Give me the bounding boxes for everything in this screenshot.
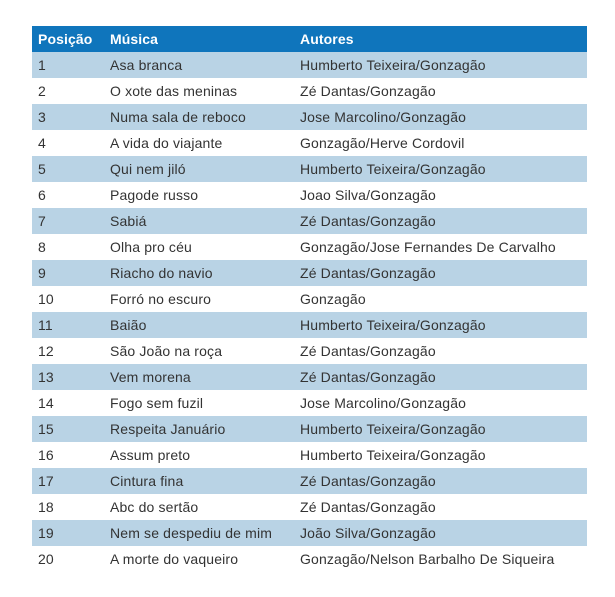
cell-authors: Gonzagão/Nelson Barbalho De Siqueira bbox=[300, 551, 555, 567]
cell-position: 4 bbox=[38, 135, 46, 151]
cell-song: Respeita Januário bbox=[110, 421, 226, 437]
cell-position: 13 bbox=[38, 369, 54, 385]
cell-song: Fogo sem fuzil bbox=[110, 395, 204, 411]
cell-authors: Gonzagão/Jose Fernandes De Carvalho bbox=[300, 239, 556, 255]
cell-position: 6 bbox=[38, 187, 46, 203]
cell-position: 16 bbox=[38, 447, 54, 463]
table-row bbox=[32, 52, 587, 78]
ranking-table bbox=[32, 26, 587, 572]
cell-authors: Zé Dantas/Gonzagão bbox=[300, 369, 436, 385]
cell-authors: Zé Dantas/Gonzagão bbox=[300, 343, 436, 359]
cell-song: Nem se despediu de mim bbox=[110, 525, 273, 541]
cell-song: Numa sala de reboco bbox=[110, 109, 246, 125]
cell-song: Sabiá bbox=[110, 213, 147, 229]
table-row bbox=[32, 234, 587, 260]
cell-authors: Zé Dantas/Gonzagão bbox=[300, 473, 436, 489]
ranking-table-container bbox=[32, 26, 587, 572]
cell-position: 7 bbox=[38, 213, 46, 229]
header-row bbox=[32, 26, 587, 52]
cell-position: 15 bbox=[38, 421, 54, 437]
table-header bbox=[32, 26, 587, 52]
table-row bbox=[32, 520, 587, 546]
cell-authors: Humberto Teixeira/Gonzagão bbox=[300, 161, 486, 177]
cell-song: Forró no escuro bbox=[110, 291, 212, 307]
cell-position: 9 bbox=[38, 265, 46, 281]
cell-authors: João Silva/Gonzagão bbox=[300, 525, 436, 541]
column-header-song: Música bbox=[110, 31, 159, 47]
cell-position: 12 bbox=[38, 343, 54, 359]
cell-authors: Humberto Teixeira/Gonzagão bbox=[300, 447, 486, 463]
column-header-position: Posição bbox=[38, 31, 93, 47]
table-row bbox=[32, 286, 587, 312]
cell-position: 19 bbox=[38, 525, 54, 541]
cell-song: Vem morena bbox=[110, 369, 191, 385]
table-row bbox=[32, 338, 587, 364]
cell-song: Riacho do navio bbox=[110, 265, 213, 281]
cell-authors: Humberto Teixeira/Gonzagão bbox=[300, 421, 486, 437]
cell-song: Pagode russo bbox=[110, 187, 199, 203]
cell-authors: Jose Marcolino/Gonzagão bbox=[300, 395, 467, 411]
table-row bbox=[32, 104, 587, 130]
cell-song: A morte do vaqueiro bbox=[110, 551, 239, 567]
cell-position: 10 bbox=[38, 291, 54, 307]
cell-position: 8 bbox=[38, 239, 46, 255]
cell-authors: Gonzagão bbox=[300, 291, 366, 307]
table-row bbox=[32, 130, 587, 156]
table-row bbox=[32, 260, 587, 286]
cell-authors: Jose Marcolino/Gonzagão bbox=[300, 109, 467, 125]
table-row bbox=[32, 442, 587, 468]
table-row bbox=[32, 468, 587, 494]
table-row bbox=[32, 78, 587, 104]
column-header-authors: Autores bbox=[300, 31, 354, 47]
cell-position: 11 bbox=[38, 317, 53, 333]
table-row bbox=[32, 494, 587, 520]
cell-authors: Zé Dantas/Gonzagão bbox=[300, 499, 436, 515]
cell-position: 2 bbox=[38, 83, 46, 99]
cell-authors: Zé Dantas/Gonzagão bbox=[300, 265, 436, 281]
table-row bbox=[32, 416, 587, 442]
cell-position: 20 bbox=[38, 551, 54, 567]
cell-song: Asa branca bbox=[110, 57, 183, 73]
table-row bbox=[32, 182, 587, 208]
table-row bbox=[32, 390, 587, 416]
cell-song: Abc do sertão bbox=[110, 499, 199, 515]
cell-authors: Zé Dantas/Gonzagão bbox=[300, 83, 436, 99]
cell-song: Cintura fina bbox=[110, 473, 184, 489]
cell-song: Baião bbox=[110, 317, 147, 333]
table-row bbox=[32, 546, 587, 572]
table-row bbox=[32, 156, 587, 182]
cell-authors: Humberto Teixeira/Gonzagão bbox=[300, 317, 486, 333]
cell-authors: Humberto Teixeira/Gonzagão bbox=[300, 57, 486, 73]
cell-position: 3 bbox=[38, 109, 46, 125]
cell-position: 5 bbox=[38, 161, 46, 177]
table-body bbox=[32, 52, 587, 572]
cell-position: 1 bbox=[38, 57, 46, 73]
cell-position: 14 bbox=[38, 395, 54, 411]
cell-authors: Zé Dantas/Gonzagão bbox=[300, 213, 436, 229]
cell-song: Assum preto bbox=[110, 447, 191, 463]
cell-song: Qui nem jiló bbox=[110, 161, 186, 177]
cell-authors: Gonzagão/Herve Cordovil bbox=[300, 135, 465, 151]
cell-song: Olha pro céu bbox=[110, 239, 192, 255]
cell-position: 18 bbox=[38, 499, 54, 515]
cell-position: 17 bbox=[38, 473, 54, 489]
table-row bbox=[32, 364, 587, 390]
cell-song: O xote das meninas bbox=[110, 83, 238, 99]
cell-authors: Joao Silva/Gonzagão bbox=[300, 187, 436, 203]
cell-song: A vida do viajante bbox=[110, 135, 223, 151]
table-row bbox=[32, 208, 587, 234]
table-row bbox=[32, 312, 587, 338]
cell-song: São João na roça bbox=[110, 343, 223, 359]
